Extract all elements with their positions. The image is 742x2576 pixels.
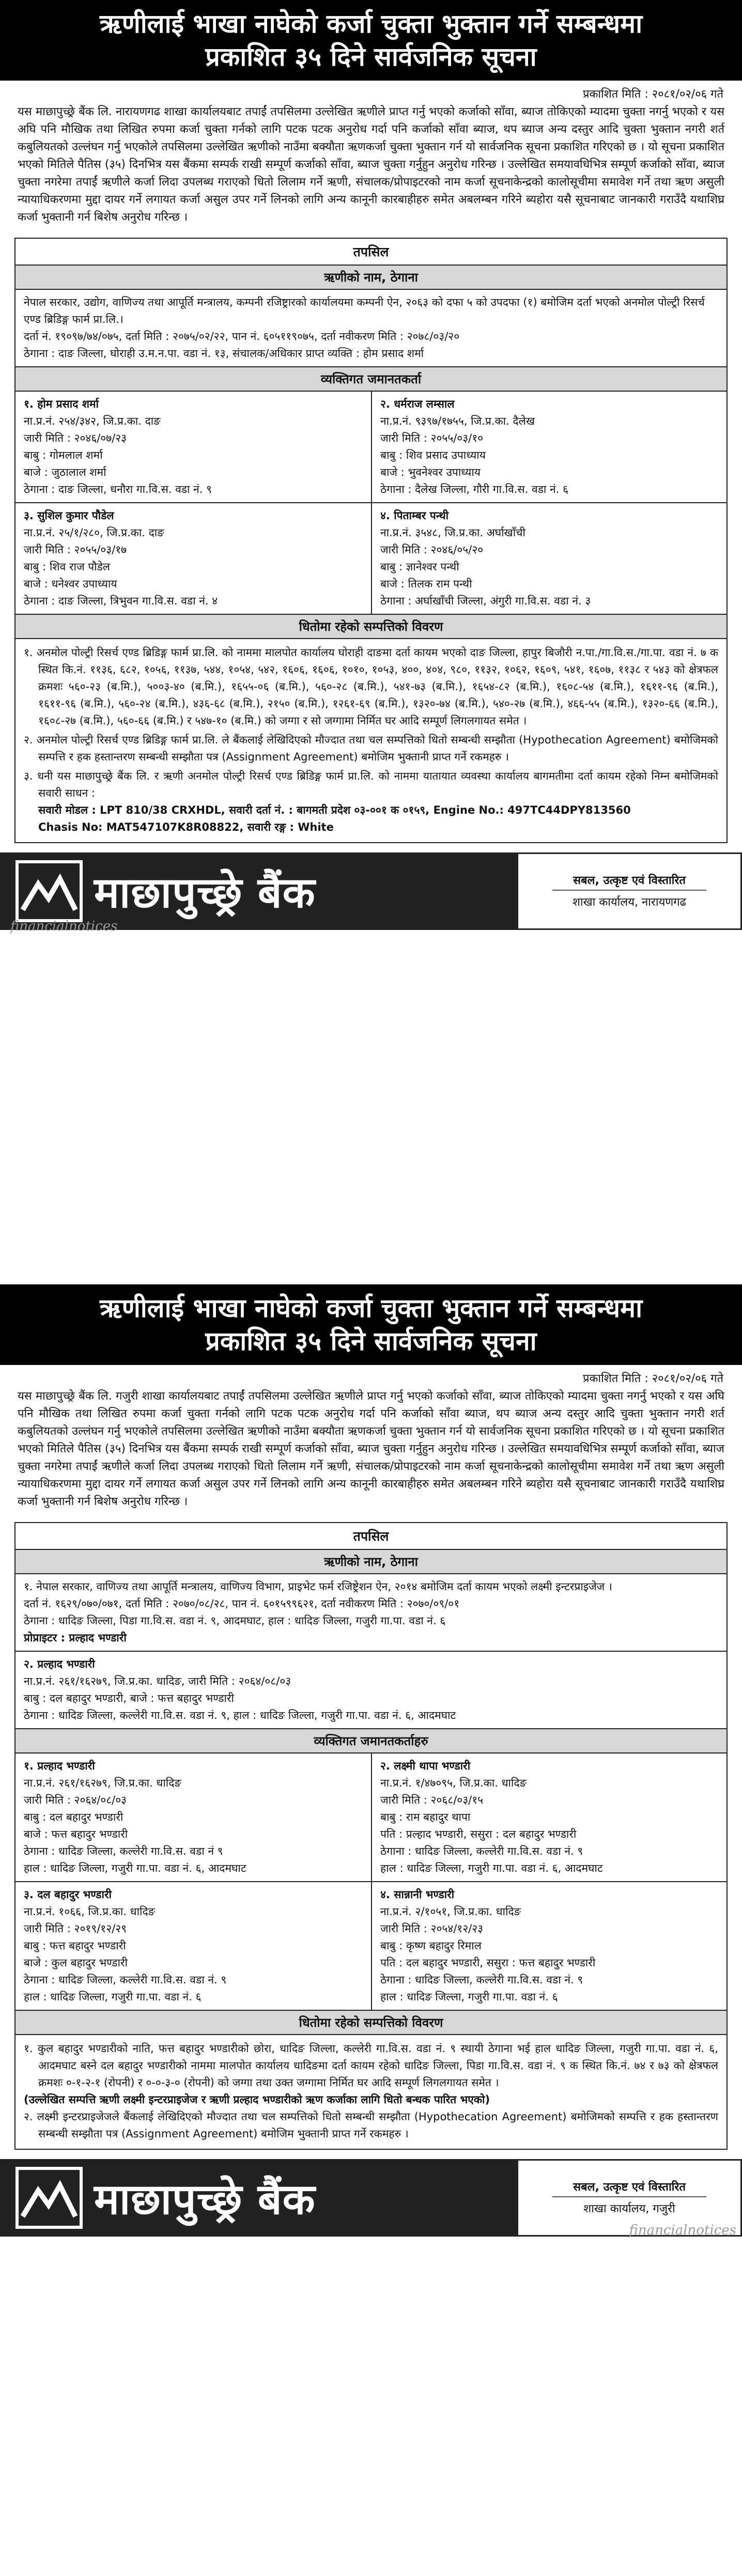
borrower-info: नेपाल सरकार, उद्योग, वाणिज्य तथा आपूर्ति मन्त्रालय, कम्पनी रजिष्ट्रारको कार्यालयमा कम्पनी ऐन, २०६३ को दफा ५ को उपदफा (१) बमोजिम दर्ता भएको अनमोल पोल्ट्री रिसर्च एण्ड ब्रिडिङ्ग फार्म प्रा.लि.। दर्ता नं. १९०९७/७४/०७५, दर्ता मिति : २०७५/०२/२२, पान नं. ६०५११९०७५, दर्ता नवीकरण मिति : २०७८/०३/२० ठेगाना : दाङ जिल्ला, घोराही उ.म.न.पा. वडा नं. १३, संचालक/अधिकार प्राप्त व्यक्ति : होम प्रसाद शर्मा	[16, 290, 726, 367]
branch-office: शाखा कार्यालय, गजुरी	[583, 2202, 675, 2215]
publish-date: प्रकाशित मिति : २०८१/०२/०६ गते	[582, 1372, 723, 1385]
property-item: २. लक्ष्मी इन्टरप्राइजेजले बैंकलाई लेखिदिएको मौज्दात तथा चल सम्पत्तिको धितो सम्बन्धी सम्झौता (Hypothecation Agreement) बमोजिमको सम्पत्ति र हक हस्तान्तरण सम्बन्धी सम्झौता पत्र (Assignment Agreement) बमोजिम भुक्तानी प्राप्त गर्ने रकमहरु ।	[24, 2111, 718, 2140]
borrower-heading: ऋणीको नाम, ठेगाना	[16, 1550, 726, 1574]
bank-name: माछापुच्छ्रे बैंक	[94, 2175, 316, 2224]
bank-brand	[0, 852, 517, 934]
mountain-logo-icon	[16, 860, 83, 922]
property-heading: धितोमा रहेको सम्पत्तिको विवरण	[16, 2011, 726, 2035]
vehicle-model: सवारी मोडल : LPT 810/38 CRXHDL, सवारी दर्ता नं. : बागमती प्रदेश ०३-००१ क ०१५९, Engine No.: 497TC44DPY813560	[38, 804, 631, 816]
details-table	[14, 1522, 728, 2150]
bank-tagline: सबल, उत्कृष्ट एवं विस्तारित	[552, 2177, 706, 2197]
guarantor-card: २. लक्ष्मी थापा भण्डारी ना.प्र.नं. १/४७०९५, जि.प्र.का. धादिङ जारी मिति : २०६८/०३/१५ बाबु : राम बहादुर थापा पति : प्रल्हाद भण्डारी, ससुरा : दल बहादुर भण्डारी ठेगाना : धादिङ जिल्ला, कल्लेरी गा.वि.स. वडा नं. ९ हाल : धादिङ जिल्ला, गजुरी गा.पा. वडा नं. ६, आदमघाट	[371, 1753, 726, 1881]
intro-paragraph: यस माछापुच्छ्रे बैंक लि. गजुरी शाखा कार्यालयबाट तपाईं तपसिलमा उल्लेखित ऋणीले प्राप्त गर्नु भएको कर्जाको साँवा, ब्याज तोकिएको म्यादमा चुक्ता नगर्नु भएको र यस अघि पनि मौखिक तथा लिखित रुपमा कर्जा चुक्ता गर्नको लागि पटक पटक अनुरोध गर्दा पनि कर्जाको साँवा ब्याज, थप ब्याज अन्य दस्तुर आदि चुक्ता भुक्तान नगरी शर्त कबुलियतको उल्लंघन गर्नु भएकोले तपसिलमा उल्लेखित ऋणीको नाउँमा बक्यौता ऋणकर्जा चुक्ता भुक्तान गर्न यो सार्वजनिक सूचना प्रकाशित गरिएको छ । यो सूचना प्रकाशित भएको मितिले पैतिस (३५) दिनभित्र यस बैंकमा सम्पर्क राखी सम्पूर्ण कर्जाको साँवा, ब्याज चुक्ता गर्नुहुन अनुरोध गरिन्छ । उल्लेखित समयावधिभित्र सम्पूर्ण कर्जाको साँवा, ब्याज चुक्ता नगरेमा तपाईं ऋणीले कर्जा लिदा उपलब्ध गराएको धितो लिलाम गर्ने ऋणी, संचालक/प्रोपाइटरको नाम कर्जा सूचनाकेन्द्रको कालोसूचीमा समावेश गर्ने तथा ऋण असुली न्यायाधिकरणमा मुद्दा दायर गर्ने लगायत कर्जा असुल उपर गर्ने लिनको लागि अन्य कानूनी कारबाहीहरु समेत अबलम्बन गरिने ब्यहोरा यसै सूचनाबाट जानकारी गराउँदै यथाशिघ्र कर्जा भुक्तानी गर्न बिशेष अनुरोध गरिन्छ ।	[18, 1390, 724, 1508]
borrower-heading: ऋणीको नाम, ठेगाना	[16, 266, 726, 290]
details-table	[14, 238, 728, 843]
notice-gajuri	[0, 1284, 742, 2237]
borrower-info: १. नेपाल सरकार, वाणिज्य तथा आपूर्ति मन्त्रालय, वाणिज्य विभाग, प्राइभेट फर्म रजिष्ट्रेशन ऐन, २०१४ बमोजिम दर्ता कायम भएको लक्ष्मी इन्टरप्राइजेज । दर्ता नं. १६२९/०७०/०७१, दर्ता मिति : २०७०/०८/२८, पान नं. ६०१५९९६२१, दर्ता नवीकरण मिति : २०७०/०९/०१ ठेगाना : धादिङ जिल्ला, पिडा गा.वि.स. वडा नं. ९, आदमघाट, हाल : धादिङ जिल्ला, गजुरी गा.पा. वडा नं. ६ प्रोप्राइटर : प्रल्हाद भण्डारी	[16, 1574, 726, 1652]
intro-paragraph: यस माछापुच्छ्रे बैंक लि. नारायणगढ शाखा कार्यालयबाट तपाईं तपसिलमा उल्लेखित ऋणीले प्राप्त गर्नु भएको कर्जाको साँवा, ब्याज तोकिएको म्यादमा चुक्ता नगर्नु भएको र यस अघि पनि मौखिक तथा लिखित रुपमा कर्जा चुक्ता गर्नको लागि पटक पटक अनुरोध गर्दा पनि कर्जाको साँवा ब्याज, थप ब्याज अन्य दस्तुर आदि चुक्ता भुक्तान नगरी शर्त कबुलियतको उल्लंघन गर्नु भएकोले तपसिलमा उल्लेखित ऋणीको नाउँमा बक्यौता ऋणकर्जा चुक्ता भुक्तान गर्न यो सार्वजनिक सूचना प्रकाशित गरिएको छ । यो सूचना प्रकाशित भएको मितिले पैतिस (३५) दिनभित्र यस बैंकमा सम्पर्क राखी सम्पूर्ण कर्जाको साँवा, ब्याज चुक्ता गर्नुहुन अनुरोध गरिन्छ । उल्लेखित समयावधिभित्र सम्पूर्ण कर्जाको साँवा, ब्याज चुक्ता नगरेमा तपाईं ऋणीले कर्जा लिदा उपलब्ध गराएको धितो लिलाम गर्ने ऋणी, संचालक/प्रोपाइटरको नाम कर्जा सूचनाकेन्द्रको कालोसूचीमा समावेश गर्ने तथा ऋण असुली न्यायाधिकरणमा मुद्दा दायर गर्ने लगायत कर्जा असुल उपर गर्ने लिनको लागि अन्य कानूनी कारबाहीहरु समेत अबलम्बन गरिने ब्यहोरा यसै सूचनाबाट जानकारी गराउँदै यथाशिघ्र कर्जा भुक्तानी गर्न बिशेष अनुरोध गरिन्छ ।	[18, 105, 724, 224]
notice-narayangadh	[0, 0, 742, 934]
property-item: २. अनमोल पोल्ट्री रिसर्च एण्ड ब्रिडिङ्ग फार्म प्रा.लि. ले बैंकलाई लेखिदिएको मौज्दात तथा चल सम्पत्तिको धितो सम्बन्धी सम्झौता (Hypothecation Agreement) बमोजिमको सम्पत्ति र हक हस्तान्तरण सम्बन्धी सम्झौता पत्र (Assignment Agreement) बमोजिम भुक्तानी प्राप्त गर्ने रकमहरु ।	[24, 734, 718, 763]
bank-name: माछापुच्छ्रे बैंक	[94, 868, 316, 918]
bank-footer	[0, 852, 742, 934]
bank-tagline: सबल, उत्कृष्ट एवं विस्तारित	[552, 870, 706, 891]
notice-title: ऋणीलाई भाखा नाघेको कर्जा चुक्ता भुक्तान गर्ने सम्बन्धमा प्रकाशित ३५ दिने सार्वजनिक सूचना	[0, 0, 742, 81]
property-note: (उल्लेखित सम्पत्ति ऋणी लक्ष्मी इन्टरप्राइजेज र ऋणी प्रल्हाद भण्डारीको ऋण कर्जाका लागि धितो बन्धक पारित भएको)	[24, 2093, 490, 2106]
guarantor-card: १. प्रल्हाद भण्डारी ना.प्र.नं. २६१/१६२७९, जि.प्र.का. धादिङ जारी मिति : २०६४/०८/०३ बाबु : दल बहादुर भण्डारी बाजे : फत्त बहादुर भण्डारी ठेगाना : धादिङ जिल्ला, कल्लेरी गा.वि.स. वडा नं ९ हाल : धादिङ जिल्ला, गजुरी गा.पा. वडा नं. ६, आदमघाट	[24, 1760, 246, 1874]
borrower-info: २. प्रल्हाद भण्डारी ना.प्र.नं. २६१/१६२७९, जि.प्र.का. धादिङ, जारी मिति : २०६४/०८/०३ बाबु : दल बहादुर भण्डारी, बाजे : फत्त बहादुर भण्डारी ठेगाना : धादिङ जिल्ला, कल्लेरी गा.वि.स. वडा नं. ९, हाल : धादिङ जिल्ला, गजुरी गा.पा. वडा नं. ६, आदमघाट	[16, 1652, 726, 1729]
branch-office: शाखा कार्यालय, नारायणगढ	[572, 896, 687, 909]
guarantor-card: ४. सान्नानी भण्डारी ना.प्र.नं. २/१०५१, जि.प्र.का. धादिङ जारी मिति : २०५४/१२/२३ बाबु : कृष्ण बहादुर रिमाल पति : दल बहादुर भण्डारी, ससुरा : फत्त बहादुर भण्डारी ठेगाना : धादिङ जिल्ला, कल्लेरी गा.वि.स. वडा नं. ९ हाल : धादिङ जिल्ला, गजुरी गा.पा. वडा नं. ६	[371, 1882, 726, 2010]
details-heading: तपसिल	[16, 239, 726, 266]
guarantor-card: १. होम प्रसाद शर्मा ना.प्र.नं. २५४/३४२, जि.प्र.का. दाङ जारी मिति : २०४६/०७/२३ बाबु : गोमलाल शर्मा बाजे : जुठालाल शर्मा ठेगाना : दाङ जिल्ला, धनौरा गा.वि.स. वडा नं. ९	[24, 398, 212, 495]
guarantor-card: ४. पिताम्बर पन्थी ना.प्र.नं. ३५४८, जि.प्र.का. अर्घाखाँची जारी मिति : २०४६/०५/२० बाबु : ज्ञानेश्वर पन्थी बाजे : तिलक राम पन्थी ठेगाना : अर्घाखाँची जिल्ला, अंगुरी गा.वि.स. वडा नं. ३	[371, 503, 726, 614]
property-item: १. अनमोल पोल्ट्री रिसर्च एण्ड ब्रिडिङ्ग फार्म प्रा.लि. को नाममा मालपोत कार्यालय घोराही दाङमा दर्ता कायम भएको दाङ जिल्ला, हापुर बिजौरी न.पा./गा.वि.स./गा.पा. वडा नं. ७ क स्थित कि.नं. ११३६, ६८२, १०५६, ११३७, ५४४, १०५४, ५४२, १६०६, १६०६, १०१०, १०५३, ४००, ४०४, ९८०, ११३२, १०६२, १६०९, ५४१, १६०७, ११३८ र ५४३ को क्षेत्रफल क्रमशः ५६०-२३ (ब.मि.), ५००३-४० (ब.मि.), १६५५-०६ (ब.मि.), ५६०-२८ (ब.मि.), ५४१-७३ (ब.मि.), १६५४-८२ (ब.मि.), १६०८-५४ (ब.मि.), १६११-९६ (ब.मि.), १६११-९६ (ब.मि.), ५६०-२४ (ब.मि.), ४३६-६८ (ब.मि.), २१५० (ब.मि.), १२६१-६९ (ब.मि.), १३२०-७४ (ब.मि.), ५४०-२७ (ब.मि.), ४६६-५५ (ब.मि.), १३२०-६६ (ब.मि.), १६०८-२७ (ब.मि.), ५६०-६६ (ब.मि.) र ५४७-१० (ब.मि.) को जग्गा र सो जग्गामा निर्मित घर आदि सम्पूर्ण लिगलगायत समेत ।	[24, 646, 718, 727]
property-details	[16, 2035, 726, 2149]
watermark: financialnotices	[10, 919, 118, 934]
notice-title: ऋणीलाई भाखा नाघेको कर्जा चुक्ता भुक्तान गर्ने सम्बन्धमा प्रकाशित ३५ दिने सार्वजनिक सूचना	[0, 1284, 742, 1365]
property-heading: धितोमा रहेको सम्पत्तिको विवरण	[16, 615, 726, 639]
bank-branch-box	[517, 852, 742, 930]
guarantor-grid	[16, 392, 726, 503]
bank-branch-box	[517, 2159, 742, 2237]
guarantor-grid	[16, 503, 726, 615]
guarantor-heading: व्यक्तिगत जमानतकर्ताहरु	[16, 1729, 726, 1753]
bank-footer	[0, 2159, 742, 2237]
mountain-logo-icon	[16, 2167, 83, 2229]
publish-date: प्रकाशित मिति : २०८१/०२/०६ गते	[582, 88, 723, 101]
property-details	[16, 639, 726, 842]
vehicle-chassis: Chasis No: MAT547107K8R08822, सवारी रङ्ग : White	[38, 821, 334, 833]
guarantor-card: ३. सुशिल कुमार पौडेल ना.प्र.नं. २५/१/२८०, जि.प्र.का. दाङ जारी मिति : २०५५/०३/१७ बाबु : शिव राज पौडेल बाजे : धनेश्वर उपाध्याय ठेगाना : दाङ जिल्ला, त्रिभुवन गा.वि.स. वडा नं. ४	[24, 509, 218, 607]
guarantor-card: ३. दल बहादुर भण्डारी ना.प्र.नं. १०६६, जि.प्र.का. धादिङ जारी मिति : २०१९/१२/२९ बाबु : फत्त बहादुर भण्डारी बाजे : कुल बहादुर भण्डारी ठेगाना : धादिङ जिल्ला, कल्लेरी गा.वि.स. वडा नं. ९ हाल : धादिङ जिल्ला, गजुरी गा.पा. वडा नं. ६	[24, 1888, 227, 2003]
details-heading: तपसिल	[16, 1523, 726, 1550]
guarantor-grid	[16, 1882, 726, 2011]
bank-brand	[0, 2159, 517, 2237]
guarantor-grid	[16, 1753, 726, 1882]
guarantor-heading: व्यक्तिगत जमानतकर्ता	[16, 367, 726, 392]
watermark: financialnotices	[629, 2223, 736, 2238]
guarantor-card: २. धर्मराज लम्साल ना.प्र.नं. ९३९७/१७५५, जि.प्र.का. दैलेख जारी मिति : २०५५/०३/१० बाबु : शिव प्रसाद उपाध्याय बाजे : भुवनेश्वर उपाध्याय ठेगाना : दैलेख जिल्ला, गौरी गा.वि.स. वडा नं. ६	[371, 392, 726, 502]
property-item: ३. धनी यस माछापुच्छ्रे बैंक लि. र ऋणी अनमोल पोल्ट्री रिसर्च एण्ड ब्रिडिङ्ग फार्म प्रा.लि. को नाममा यातायात व्यवस्था कार्यालय बागमतीमा दर्ता कायम रहेको निम्न बमोजिमको सवारी साधन :	[24, 770, 718, 799]
property-item: १. कुल बहादुर भण्डारीको नाति, फत्त बहादुर भण्डारीको छोरा, धादिङ जिल्ला, कल्लेरी गा.वि.स. वडा नं. ९ स्थायी ठेगाना भई हाल धादिङ जिल्ला, गजुरी गा.पा. वडा नं. ६, आदमघाट बस्ने दल बहादुर भण्डारीको नाममा मालपोत कार्यालय धादिङमा दर्ता कायम रहेको धादिङ जिल्ला, पिडा गा.वि.स. वडा नं. ९ क स्थित कि.नं. ७४ र ७३ को क्षेत्रफल क्रमशः ०-१-२-१ (रोपनी) र ०-०-३-० (रोपनी) को जग्गा तथा उक्त जग्गामा निर्मित घर आदि सम्पूर्ण लिगलगायत समेत ।	[24, 2042, 718, 2089]
